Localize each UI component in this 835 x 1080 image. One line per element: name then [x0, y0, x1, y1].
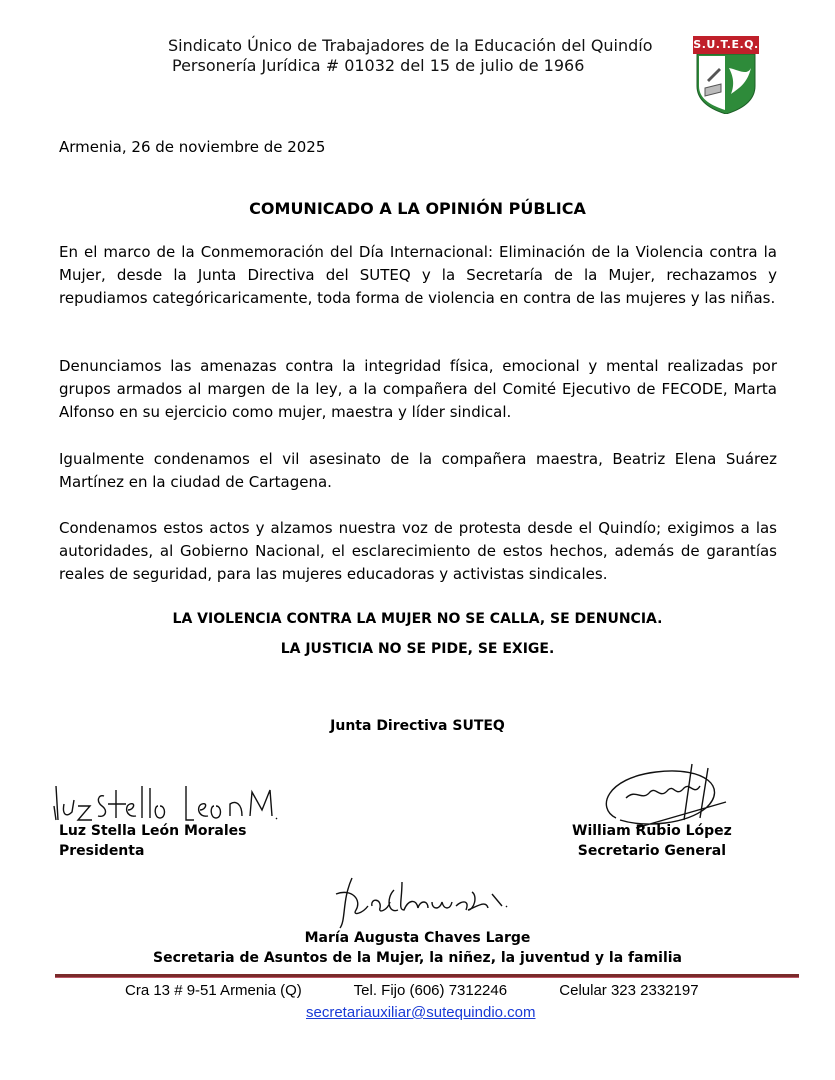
signatory-right: [572, 821, 732, 861]
signatory-right-role: Secretario General: [577, 843, 727, 859]
signatory-left: [59, 821, 247, 861]
legal-registration: Personería Jurídica # 01032 del 15 de julio de 1966: [172, 56, 585, 75]
paragraph-2: Denunciamos las amenazas contra la integridad física, emocional y mental realizadas por grupos armados al margen de la ley, a la compañera del Comité Ejecutivo de FECODE, Marta Alfonso en su ejercicio como mujer, maestra y líder sindical.: [59, 357, 777, 421]
suteq-logo: [693, 36, 759, 116]
board-signature-line: Junta Directiva SUTEQ: [330, 718, 505, 734]
paragraph-3: Igualmente condenamos el vil asesinato de la compañera maestra, Beatriz Elena Suárez Martínez en la ciudad de Cartagena.: [59, 450, 777, 491]
signatory-center-role: Secretaria de Asuntos de la Mujer, la niñez, la juventud y la familia: [153, 950, 682, 966]
signature-maria-augusta: [332, 870, 512, 932]
footer-mobile: Celular 323 2332197: [559, 982, 699, 999]
document-date: Armenia, 26 de noviembre de 2025: [59, 138, 326, 156]
paragraph-1: En el marco de la Conmemoración del Día Internacional: Eliminación de la Violencia contra la Mujer, desde la Junta Directiva del SUTEQ y la Secretaría de la Mujer, rechazamos y repudiamos categóricaricamente, toda forma de violencia en contra de las mujeres y las niñas.: [59, 243, 777, 307]
footer-divider: [55, 974, 799, 978]
logo-band: S.U.T.E.Q.: [693, 36, 759, 54]
footer-phone: Tel. Fijo (606) 7312246: [353, 982, 508, 999]
signatory-right-name: William Rubio López: [572, 823, 732, 839]
footer-contact: [125, 982, 747, 999]
footer-email-link[interactable]: secretariauxiliar@sutequindio.com: [306, 1004, 536, 1021]
logo-shield-icon: [695, 54, 757, 114]
union-name: Sindicato Único de Trabajadores de la Educación del Quindío: [168, 36, 653, 55]
signatory-center-name: María Augusta Chaves Large: [304, 930, 531, 946]
slogan-2: LA JUSTICIA NO SE PIDE, SE EXIGE.: [280, 641, 555, 657]
signatory-left-name: Luz Stella León Morales: [59, 823, 247, 839]
slogan-1: LA VIOLENCIA CONTRA LA MUJER NO SE CALLA, SE DENUNCIA.: [172, 611, 663, 627]
footer-address: Cra 13 # 9-51 Armenia (Q): [125, 982, 302, 999]
signatory-left-role: Presidenta: [59, 843, 145, 859]
signatory-center: [0, 928, 835, 968]
paragraph-4: Condenamos estos actos y alzamos nuestra voz de protesta desde el Quindío; exigimos a las autoridades, al Gobierno Nacional, el esclarecimiento de estos hechos, además de garantías reales de seguridad, para las mujeres educadoras y activistas sindicales.: [59, 519, 777, 583]
document-title: COMUNICADO A LA OPINIÓN PÚBLICA: [249, 199, 586, 218]
